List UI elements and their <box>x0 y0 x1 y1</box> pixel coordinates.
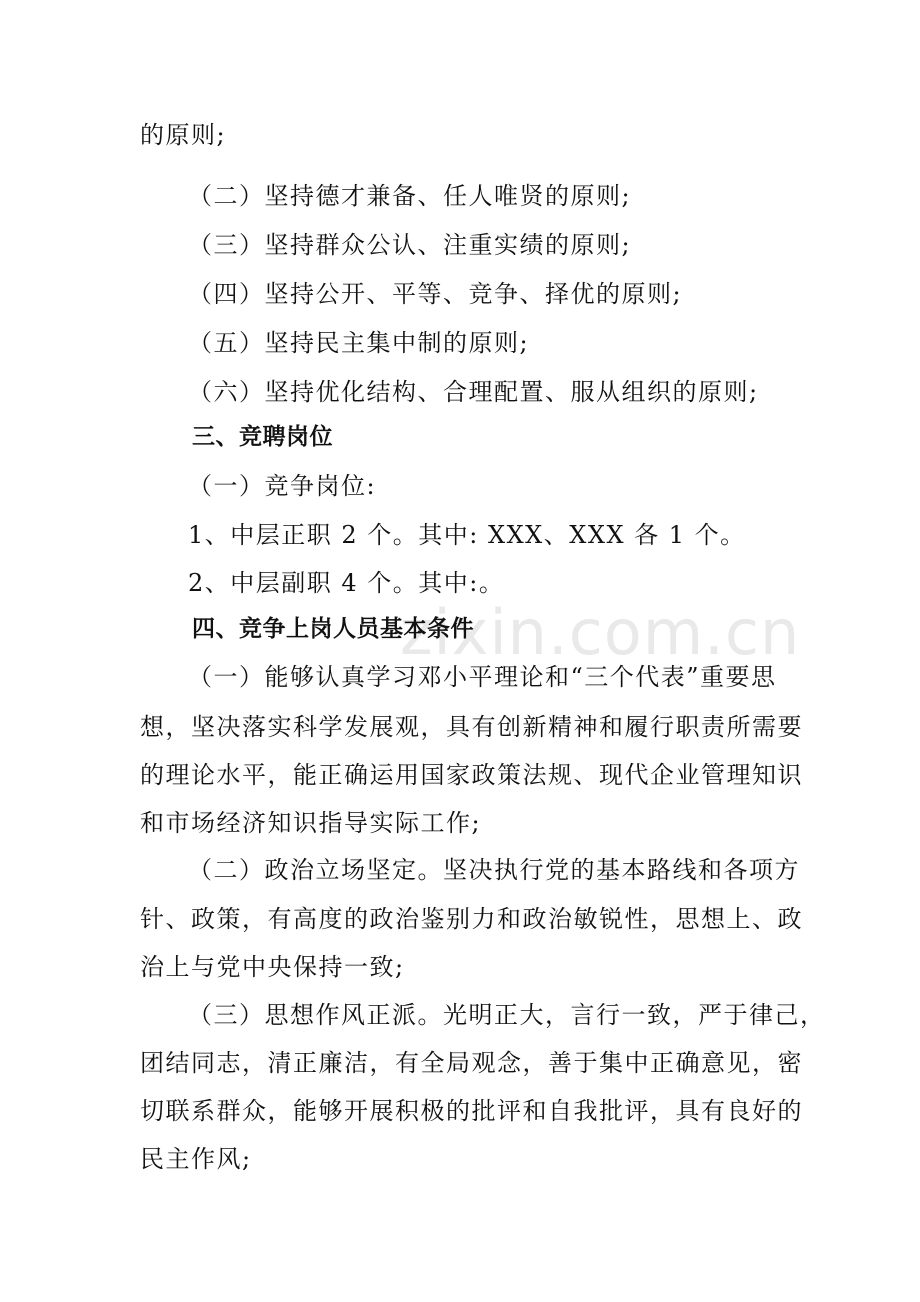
text-line: （二）坚持德才兼备、任人唯贤的原则; <box>188 182 632 210</box>
text-line: 1、中层正职 2 个。其中: XXX、XXX 各 1 个。 <box>188 521 746 549</box>
text-line: 想，坚决落实科学发展观，具有创新精神和履行职责所需要 <box>140 713 803 741</box>
text-line: （三）坚持群众公认、注重实绩的原则; <box>188 231 632 259</box>
text-line: （二）政治立场坚定。坚决执行党的基本路线和各项方 <box>188 856 800 884</box>
section-heading: 三、竞聘岗位 <box>192 424 333 450</box>
text-line: 的原则; <box>140 121 227 149</box>
text-line: 民主作风; <box>140 1145 252 1173</box>
text-line: （一）能够认真学习邓小平理论和“三个代表”重要思 <box>188 663 777 691</box>
text-line: （四）坚持公开、平等、竞争、择优的原则; <box>188 280 683 308</box>
watermark: zixin.com.cn <box>400 596 801 669</box>
text-line: （一）竞争岗位: <box>188 472 377 500</box>
text-line: 2、中层副职 4 个。其中:。 <box>188 569 505 597</box>
section-heading: 四、竞争上岗人员基本条件 <box>192 616 474 642</box>
text-line: 的理论水平，能正确运用国家政策法规、现代企业管理知识 <box>140 761 803 789</box>
text-line: （五）坚持民主集中制的原则; <box>188 329 530 357</box>
text-line: 治上与党中央保持一致; <box>140 953 405 981</box>
text-line: 针、政策，有高度的政治鉴别力和政治敏锐性，思想上、政 <box>140 905 803 933</box>
text-line: 切联系群众，能够开展积极的批评和自我批评，具有良好的 <box>140 1097 803 1125</box>
text-line: （六）坚持优化结构、合理配置、服从组织的原则; <box>188 378 759 406</box>
text-line: 团结同志，清正廉洁，有全局观念，善于集中正确意见，密 <box>140 1049 803 1077</box>
text-line: 和市场经济知识指导实际工作; <box>140 809 482 837</box>
text-line: （三）思想作风正派。光明正大，言行一致，严于律己， <box>188 1001 826 1029</box>
